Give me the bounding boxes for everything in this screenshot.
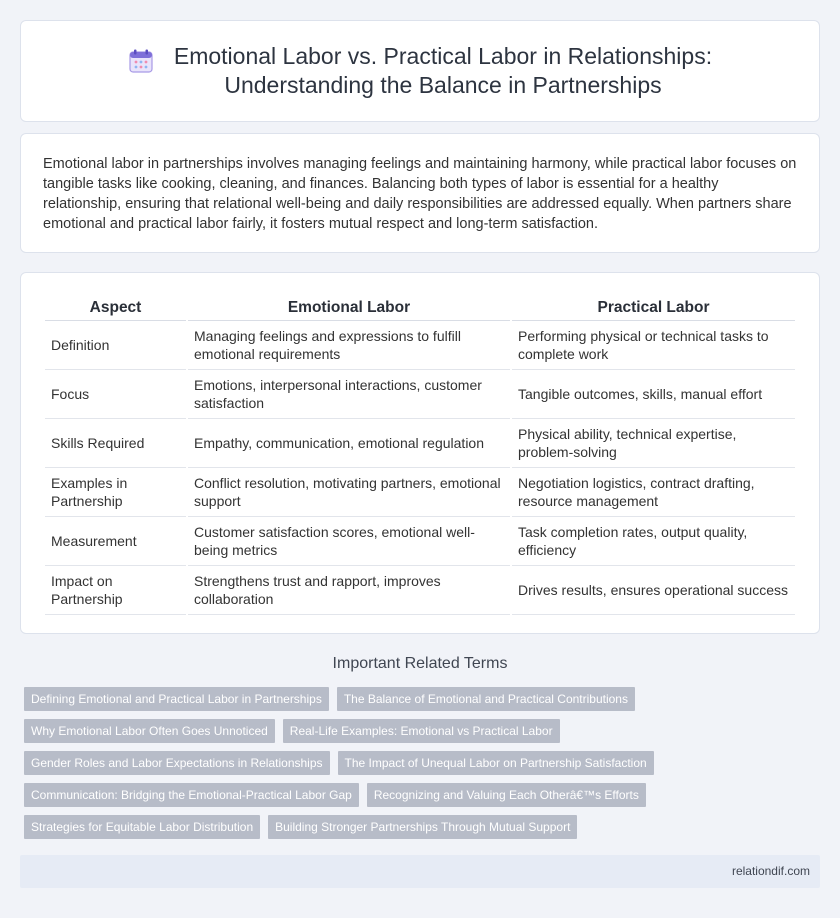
table-cell-practical: Physical ability, technical expertise, problem-solving (512, 419, 795, 468)
related-term-tag[interactable]: Gender Roles and Labor Expectations in Relationships (24, 751, 330, 775)
table-cell-practical: Task completion rates, output quality, efficiency (512, 517, 795, 566)
tag-row (24, 687, 824, 711)
table-cell-emotional: Strengthens trust and rapport, improves collaboration (188, 566, 510, 615)
related-term-tag[interactable]: Strategies for Equitable Labor Distribution (24, 815, 260, 839)
related-term-tag[interactable]: Defining Emotional and Practical Labor in Partnerships (24, 687, 329, 711)
tag-row (24, 751, 824, 775)
table-cell-aspect: Definition (45, 321, 186, 370)
page-title-line1: Emotional Labor vs. Practical Labor in Relationships: (173, 43, 713, 69)
header-practical-labor: Practical Labor (512, 297, 795, 321)
table-cell-aspect: Examples in Partnership (45, 468, 186, 517)
table-row (45, 468, 795, 517)
header-emotional-labor: Emotional Labor (188, 297, 510, 321)
related-term-tag[interactable]: Recognizing and Valuing Each Otherâ€™s Efforts (367, 783, 646, 807)
calendar-icon (128, 48, 154, 74)
table-cell-emotional: Managing feelings and expressions to fulfill emotional requirements (188, 321, 510, 370)
table-cell-emotional: Empathy, communication, emotional regulation (188, 419, 510, 468)
page-title (174, 42, 712, 100)
tag-row (24, 815, 824, 839)
table-cell-practical: Tangible outcomes, skills, manual effort (512, 370, 795, 419)
table-cell-practical: Negotiation logistics, contract drafting, resource management (512, 468, 795, 517)
intro-text: Emotional labor in partnerships involves managing feelings and maintaining harmony, while practical labor focuses on tangible tasks like cooking, cleaning, and finances. Balancing both types of labor is essential for a healthy relationship, ensuring that relational well-being and daily responsibilities are addressed equally. When partners share emotional and practical labor fairly, it fosters mutual respect and long-term satisfaction. (43, 156, 797, 232)
table-cell-aspect: Impact on Partnership (45, 566, 186, 615)
table-cell-practical: Performing physical or technical tasks to complete work (512, 321, 795, 370)
table-cell-aspect: Measurement (45, 517, 186, 566)
table-cell-emotional: Conflict resolution, motivating partners, emotional support (188, 468, 510, 517)
comparison-table-card (20, 272, 820, 634)
table-row (45, 370, 795, 419)
table-cell-aspect: Focus (45, 370, 186, 419)
related-terms-title: Important Related Terms (332, 655, 508, 672)
table-row (45, 517, 795, 566)
title-wrap (128, 42, 712, 100)
related-term-tag[interactable]: The Impact of Unequal Labor on Partnership Satisfaction (338, 751, 654, 775)
header-aspect: Aspect (45, 297, 186, 321)
related-terms-tags (24, 687, 824, 847)
related-term-tag[interactable]: Why Emotional Labor Often Goes Unnoticed (24, 719, 275, 743)
footer-site-link[interactable]: relationdif.com (731, 864, 810, 878)
table-row (45, 419, 795, 468)
related-term-tag[interactable]: The Balance of Emotional and Practical Contributions (337, 687, 635, 711)
comparison-table (43, 297, 797, 615)
table-cell-emotional: Customer satisfaction scores, emotional well-being metrics (188, 517, 510, 566)
table-cell-practical: Drives results, ensures operational success (512, 566, 795, 615)
table-row (45, 566, 795, 615)
table-row (45, 321, 795, 370)
intro-card (20, 133, 820, 253)
related-term-tag[interactable]: Real-Life Examples: Emotional vs Practical Labor (283, 719, 560, 743)
table-cell-emotional: Emotions, interpersonal interactions, customer satisfaction (188, 370, 510, 419)
related-term-tag[interactable]: Building Stronger Partnerships Through Mutual Support (268, 815, 577, 839)
related-term-tag[interactable]: Communication: Bridging the Emotional-Practical Labor Gap (24, 783, 359, 807)
table-header-row (45, 297, 795, 321)
table-cell-aspect: Skills Required (45, 419, 186, 468)
tag-row (24, 719, 824, 743)
header-card (20, 20, 820, 122)
tag-row (24, 783, 824, 807)
page-title-line2: Understanding the Balance in Partnerships (224, 72, 662, 98)
footer (20, 855, 820, 888)
